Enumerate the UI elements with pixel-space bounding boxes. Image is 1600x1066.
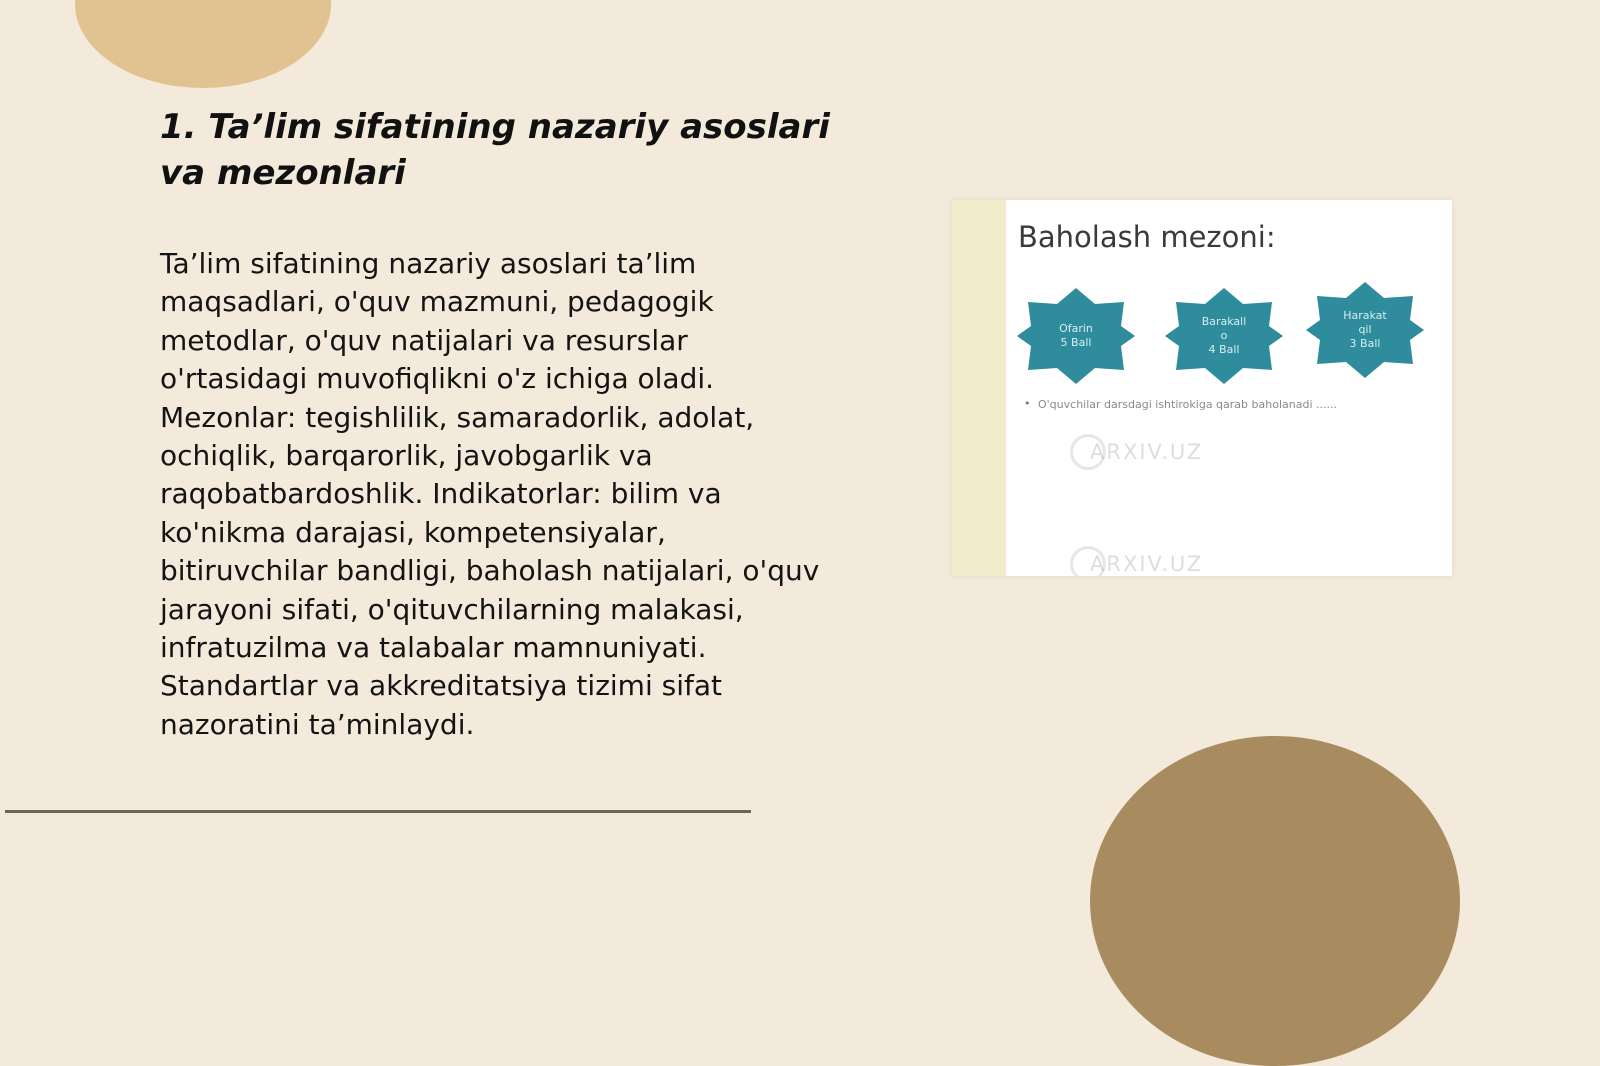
watermark: ARXIV.UZ: [1090, 552, 1204, 576]
decor-circle-top: [75, 0, 331, 88]
badge-label: Barakall o 4 Ball: [1201, 315, 1247, 356]
slide-side-stripe: [952, 200, 1006, 576]
watermark: ARXIV.UZ: [1090, 440, 1204, 464]
badge-label: Ofarin 5 Ball: [1059, 322, 1093, 349]
embedded-slide-image: [952, 200, 1452, 576]
divider-line: [5, 810, 751, 813]
slide-image-bullet: • O'quvchilar darsdagi ishtirokiga qarab baholanadi ......: [1038, 398, 1338, 412]
decor-circle-bottom: [1090, 736, 1460, 1066]
score-badge-3: [1304, 280, 1426, 380]
slide-image-heading: Baholash mezoni:: [1018, 220, 1276, 254]
slide-title: 1. Ta’lim sifatining nazariy asoslari va mezonlari: [160, 107, 830, 193]
badge-label: Harakat qil 3 Ball: [1343, 309, 1387, 350]
score-badge-5: [1015, 286, 1137, 386]
score-badge-4: [1163, 286, 1285, 386]
slide-body-text: Ta’lim sifatining nazariy asoslari ta’lim maqsadlari, o'quv mazmuni, pedagogik metodlar, o'quv natijalari va resurslar o'rtasidagi muvofiqlikni o'z ichiga oladi. Mezonlar: tegishlilik, samaradorlik, adolat, ochiqlik, barqarorlik, javobgarlik va raqobatbardoshlik. Indikatorlar: bilim va ko'nikma darajasi, kompetensiyalar, bitiruvchilar bandligi, baholash natijalari, o'quv jarayoni sifati, o'qituvchilarning malakasi, infratuzilma va talabalar mamnuniyati. Standartlar va akkreditatsiya tizimi sifat nazoratini ta’minlaydi.: [160, 247, 820, 741]
